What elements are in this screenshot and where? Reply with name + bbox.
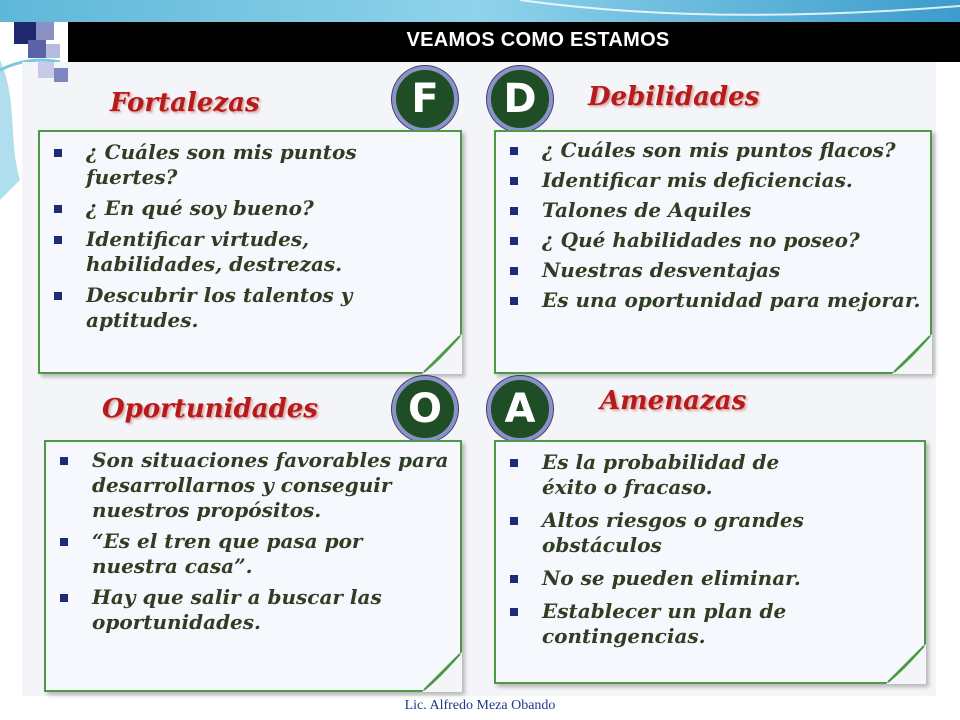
list-item: ¿ Cuáles son mis puntos fuertes? — [40, 140, 450, 190]
bullet-icon — [54, 236, 62, 244]
bullet-icon — [510, 297, 518, 305]
fortalezas-badge: F — [392, 66, 458, 132]
bullet-icon — [54, 292, 62, 300]
list-item: Talones de Aquiles — [496, 198, 924, 223]
list-item: Descubrir los talentos y aptitudes. — [40, 283, 386, 333]
fortalezas-heading: Fortalezas — [110, 88, 260, 118]
amenazas-note — [494, 440, 926, 684]
list-item: ¿ En qué soy bueno? — [40, 196, 450, 221]
title-bar — [68, 22, 960, 62]
fortalezas-list — [40, 140, 450, 333]
list-item: ¿ Cuáles son mis puntos flacos? — [496, 138, 924, 163]
footer-author: Lic. Alfredo Meza Obando — [404, 698, 556, 713]
list-item: Identificar mis deficiencias. — [496, 168, 924, 193]
oportunidades-badge: O — [392, 376, 458, 442]
page-curl-icon — [422, 652, 462, 692]
list-item: Identificar virtudes, habilidades, destrezas. — [40, 227, 450, 277]
bullet-icon — [54, 205, 62, 213]
corner-squares-decoration — [14, 22, 74, 84]
list-item: Hay que salir a buscar las oportunidades. — [46, 585, 422, 635]
page-title: VEAMOS COMO ESTAMOS — [406, 29, 670, 51]
debilidades-list — [496, 138, 924, 313]
debilidades-heading: Debilidades — [588, 82, 760, 112]
bullet-icon — [60, 594, 68, 602]
bullet-icon — [510, 517, 518, 525]
bullet-icon — [510, 459, 518, 467]
bullet-icon — [510, 237, 518, 245]
bullet-icon — [60, 538, 68, 546]
list-item: Establecer un plan de contingencias. — [496, 599, 826, 649]
list-item: Altos riesgos o grandes obstáculos — [496, 508, 826, 558]
bullet-icon — [510, 177, 518, 185]
list-item: “Es el tren que pasa por nuestra casa”. — [46, 529, 452, 579]
list-item: Son situaciones favorables para desarrollarnos y conseguir nuestros propósitos. — [46, 448, 452, 523]
amenazas-heading: Amenazas — [600, 386, 747, 416]
list-item: No se pueden eliminar. — [496, 566, 826, 591]
amenazas-badge: A — [487, 376, 553, 442]
list-item: ¿ Qué habilidades no poseo? — [496, 228, 924, 253]
oportunidades-note — [44, 440, 462, 692]
oportunidades-heading: Oportunidades — [102, 394, 318, 424]
page-curl-icon — [422, 334, 462, 374]
bullet-icon — [510, 267, 518, 275]
amenazas-list — [496, 450, 826, 649]
oportunidades-list — [46, 448, 452, 635]
list-item: Es una oportunidad para mejorar. — [496, 288, 924, 313]
bullet-icon — [510, 207, 518, 215]
fortalezas-note — [38, 130, 462, 374]
bullet-icon — [54, 149, 62, 157]
debilidades-badge: D — [487, 66, 553, 132]
debilidades-note — [494, 130, 932, 374]
bullet-icon — [510, 575, 518, 583]
list-item: Es la probabilidad de éxito o fracaso. — [496, 450, 826, 500]
page-curl-icon — [886, 644, 926, 684]
list-item: Nuestras desventajas — [496, 258, 924, 283]
bullet-icon — [510, 608, 518, 616]
bullet-icon — [60, 457, 68, 465]
bullet-icon — [510, 147, 518, 155]
page-curl-icon — [892, 334, 932, 374]
